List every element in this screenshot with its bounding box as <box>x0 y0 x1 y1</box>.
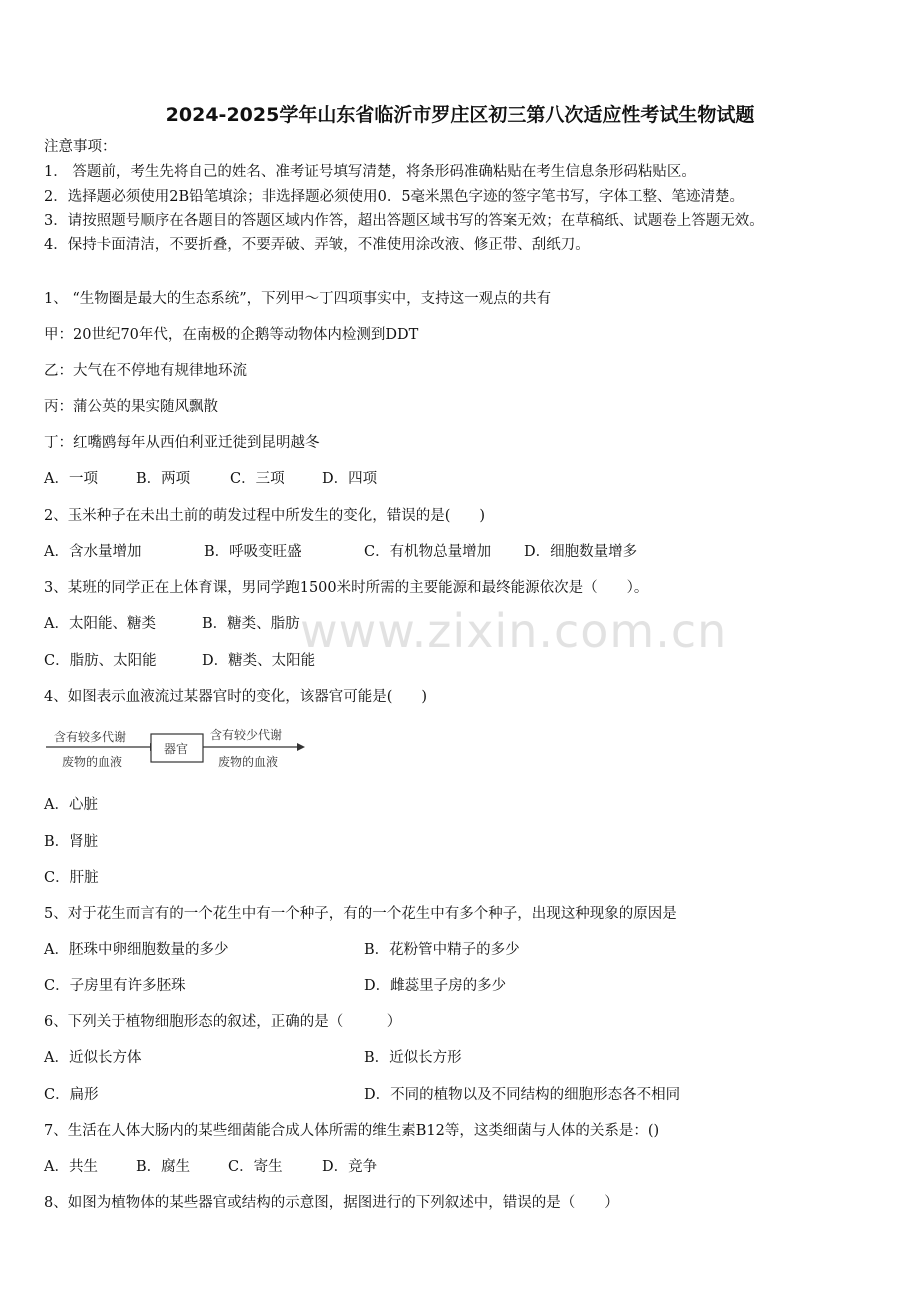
option-b[interactable]: B．呼吸变旺盛 <box>204 544 302 560</box>
notice-item: 1． 答题前，考生先将自己的姓名、准考证号填写清楚，将条形码准确粘贴在考生信息条形码粘贴区。 <box>44 164 696 180</box>
option-a[interactable]: A．含水量增加 <box>44 544 142 560</box>
diagram-output-label-bottom: 废物的血液 <box>218 755 279 769</box>
option-d[interactable]: D．不同的植物以及不同结构的细胞形态各不相同 <box>364 1087 681 1103</box>
exam-title: 2024-2025学年山东省临沂市罗庄区初三第八次适应性考试生物试题 <box>165 104 755 126</box>
option-a[interactable]: A．共生 <box>44 1159 98 1175</box>
option-c[interactable]: C．有机物总量增加 <box>364 544 492 560</box>
diagram-organ-label: 器官 <box>164 742 189 756</box>
notice-item: 3．请按照题号顺序在各题目的答题区域内作答，超出答题区域书写的答案无效；在草稿纸、试题卷上答题无效。 <box>44 213 764 229</box>
diagram-output-arrowhead <box>297 743 305 751</box>
diagram-input-label-bottom: 废物的血液 <box>62 755 123 769</box>
option-d[interactable]: D．四项 <box>322 471 378 487</box>
question-1-fact: 乙：大气在不停地有规律地环流 <box>44 363 247 379</box>
notice-item: 4．保持卡面清洁，不要折叠，不要弄破、弄皱，不准使用涂改液、修正带、刮纸刀。 <box>44 237 590 253</box>
option-b[interactable]: B．近似长方形 <box>364 1050 462 1066</box>
question-8-stem: 8、如图为植物体的某些器官或结构的示意图，据图进行的下列叙述中，错误的是（ ） <box>44 1195 619 1211</box>
option-b[interactable]: B．糖类、脂肪 <box>202 616 300 632</box>
question-7-stem: 7、生活在人体大肠内的某些细菌能合成人体所需的维生素B12等，这类细菌与人体的关系是：() <box>44 1123 660 1139</box>
option-b[interactable]: B．花粉管中精子的多少 <box>364 942 520 958</box>
option-a[interactable]: A．太阳能、糖类 <box>44 616 156 632</box>
option-c[interactable]: C．扁形 <box>44 1087 99 1103</box>
option-c[interactable]: C．三项 <box>230 471 285 487</box>
question-1-fact: 丁：红嘴鸥每年从西伯利亚迁徙到昆明越冬 <box>44 435 320 451</box>
option-d[interactable]: D．雌蕊里子房的多少 <box>364 978 507 994</box>
question-6-stem: 6、下列关于植物细胞形态的叙述，正确的是（ ） <box>44 1014 402 1030</box>
blood-flow-diagram <box>44 722 314 774</box>
option-b[interactable]: B．腐生 <box>136 1159 191 1175</box>
notice-item: 2．选择题必须使用2B铅笔填涂；非选择题必须使用0．5毫米黑色字迹的签字笔书写，字体工整、笔迹清楚。 <box>44 189 745 205</box>
option-d[interactable]: D．细胞数量增多 <box>524 544 638 560</box>
question-4-stem: 4、如图表示血液流过某器官时的变化，该器官可能是( ) <box>44 689 428 705</box>
option-d[interactable]: D．竞争 <box>322 1159 378 1175</box>
option-a[interactable]: A．胚珠中卵细胞数量的多少 <box>44 942 229 958</box>
option-a[interactable]: A．心脏 <box>44 797 98 813</box>
option-a[interactable]: A．一项 <box>44 471 98 487</box>
question-1-fact: 甲：20世纪70年代，在南极的企鹅等动物体内检测到DDT <box>44 327 419 343</box>
option-c[interactable]: C．脂肪、太阳能 <box>44 653 157 669</box>
option-b[interactable]: B．两项 <box>136 471 191 487</box>
option-d[interactable]: D．糖类、太阳能 <box>202 653 316 669</box>
option-a[interactable]: A．近似长方体 <box>44 1050 142 1066</box>
question-1-stem: 1、 “生物圈是最大的生态系统”，下列甲～丁四项事实中，支持这一观点的共有 <box>44 291 552 307</box>
option-c[interactable]: C．寄生 <box>228 1159 283 1175</box>
notice-heading: 注意事项： <box>44 139 117 155</box>
diagram-input-label-top: 含有较多代谢 <box>54 730 127 744</box>
question-5-stem: 5、对于花生而言有的一个花生中有一个种子，有的一个花生中有多个种子，出现这种现象的原因是 <box>44 906 677 922</box>
option-b[interactable]: B．肾脏 <box>44 834 99 850</box>
question-2-stem: 2、玉米种子在未出土前的萌发过程中所发生的变化，错误的是( ) <box>44 508 486 524</box>
option-c[interactable]: C．肝脏 <box>44 870 99 886</box>
option-c[interactable]: C．子房里有许多胚珠 <box>44 978 186 994</box>
question-3-stem: 3、某班的同学正在上体育课，男同学跑1500米时所需的主要能源和最终能源依次是（ ）。 <box>44 580 649 596</box>
diagram-output-label-top: 含有较少代谢 <box>210 728 283 742</box>
watermark: www.zixin.com.cn <box>300 604 728 658</box>
question-1-fact: 丙：蒲公英的果实随风飘散 <box>44 399 218 415</box>
